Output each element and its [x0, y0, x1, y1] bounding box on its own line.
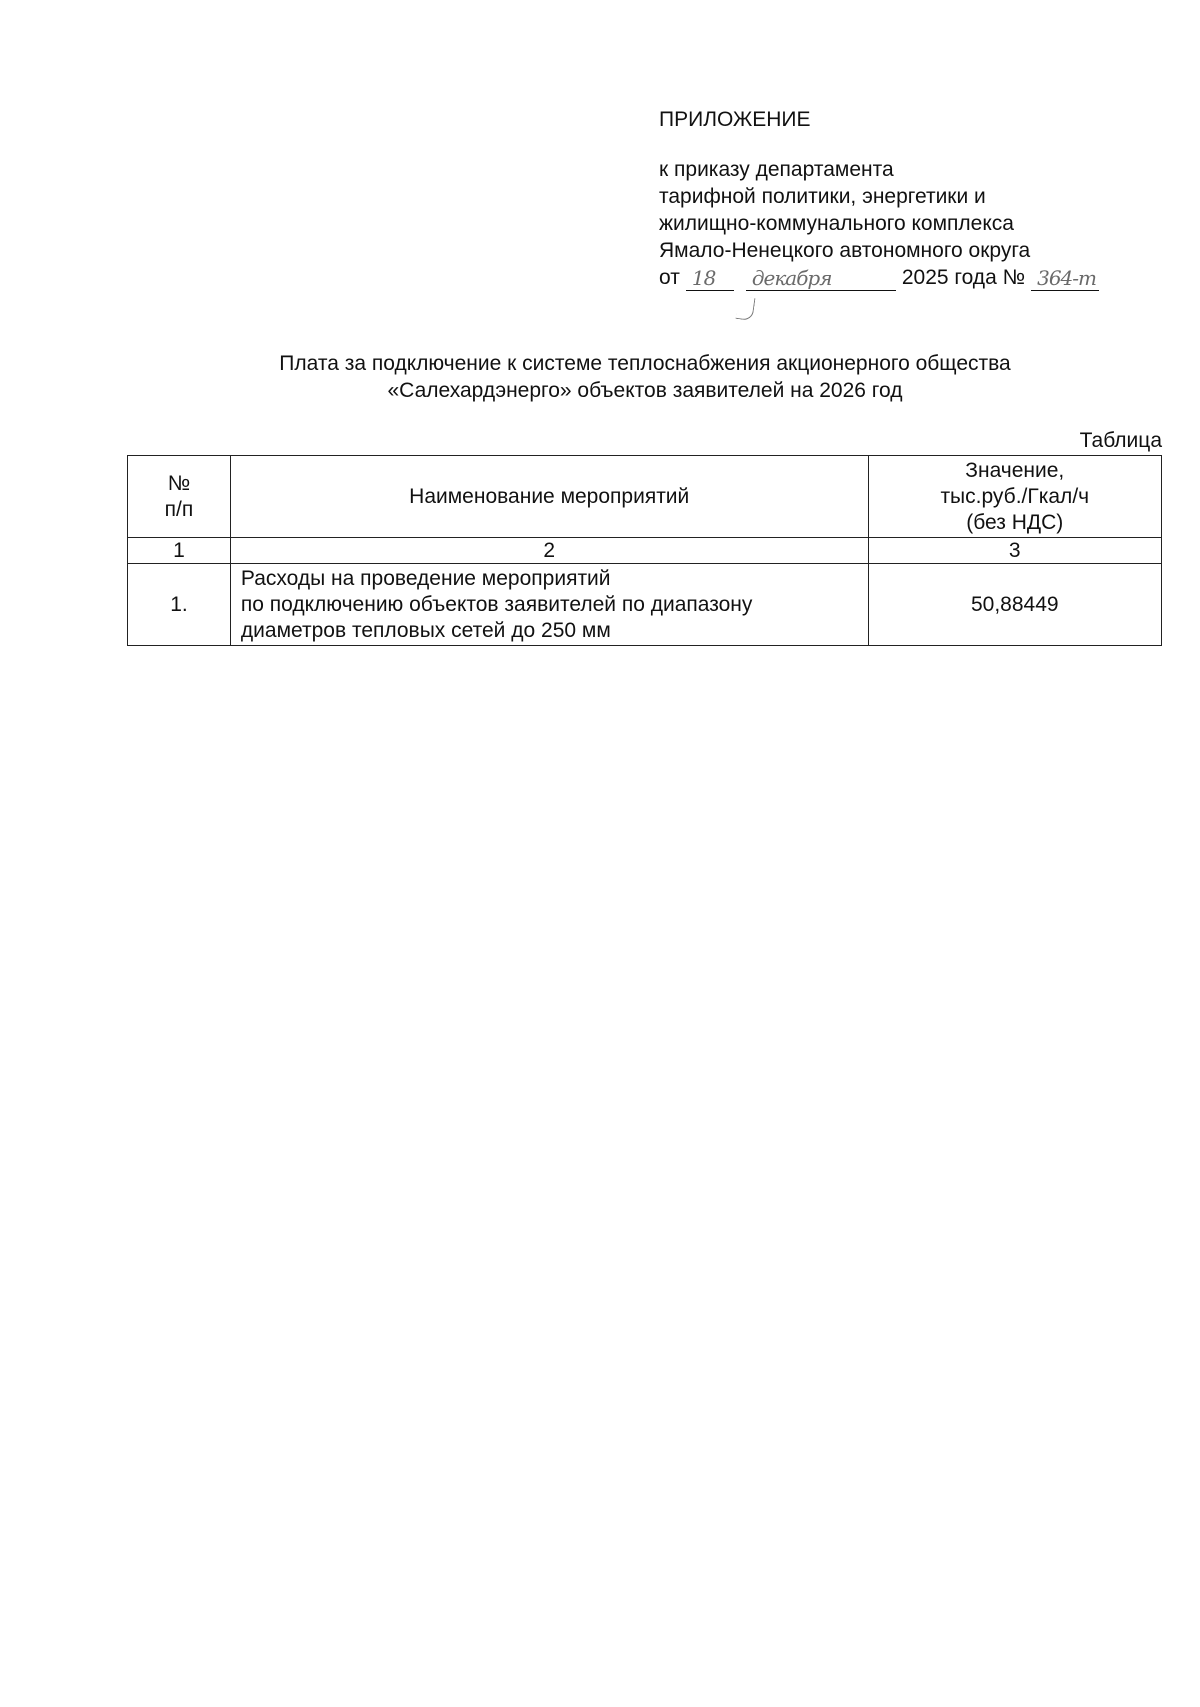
annex-line: к приказу департамента: [659, 158, 894, 181]
annex-title: ПРИЛОЖЕНИЕ: [659, 108, 811, 131]
annex-line: жилищно-коммунального комплекса: [659, 212, 1014, 235]
row-name-line: Расходы на проведение мероприятий: [240, 566, 611, 590]
table-index-row: [128, 538, 1162, 564]
annex-block: [659, 106, 1129, 291]
document-title: [130, 350, 1160, 404]
header-num-line: п/п: [164, 497, 194, 521]
row-num: 1.: [128, 564, 231, 646]
order-date-line: [659, 264, 1129, 291]
order-month-blank: [746, 264, 896, 291]
order-month-handwritten: декабря: [751, 266, 832, 290]
row-name-line: по подключению объектов заявителей по диапазону: [240, 592, 753, 616]
header-num: [128, 456, 231, 538]
header-value-line: (без НДС): [966, 510, 1064, 534]
order-day-handwritten: 18: [691, 266, 716, 290]
annex-line: Ямало-Ненецкого автономного округа: [659, 239, 1031, 262]
row-name: [230, 564, 868, 646]
header-num-line: №: [167, 471, 191, 495]
index-cell: 2: [230, 538, 868, 564]
document-title-line: Плата за подключение к системе теплоснабжения акционерного общества: [279, 352, 1011, 375]
row-name-line: диаметров тепловых сетей до 250 мм: [240, 618, 611, 642]
header-value-line: Значение,: [965, 458, 1065, 482]
header-name: Наименование мероприятий: [230, 456, 868, 538]
header-value-line: тыс.руб./Гкал/ч: [940, 484, 1090, 508]
table-row: [128, 564, 1162, 646]
order-year-text: 2025 года №: [901, 266, 1026, 289]
annex-line: тарифной политики, энергетики и: [659, 185, 986, 208]
order-day-blank: [686, 264, 734, 291]
table-caption: Таблица: [1079, 429, 1162, 452]
index-cell: 3: [868, 538, 1161, 564]
fee-table: [127, 455, 1162, 646]
index-cell: 1: [128, 538, 231, 564]
order-number-handwritten: 364-т: [1037, 266, 1097, 290]
order-prefix: от: [659, 266, 680, 289]
document-title-line: «Салехардэнерго» объектов заявителей на 2026 год: [387, 379, 903, 402]
header-value: [868, 456, 1161, 538]
order-number-blank: [1031, 264, 1099, 291]
row-value: 50,88449: [868, 564, 1161, 646]
table-header-row: [128, 456, 1162, 538]
handwritten-stroke: [735, 296, 755, 321]
